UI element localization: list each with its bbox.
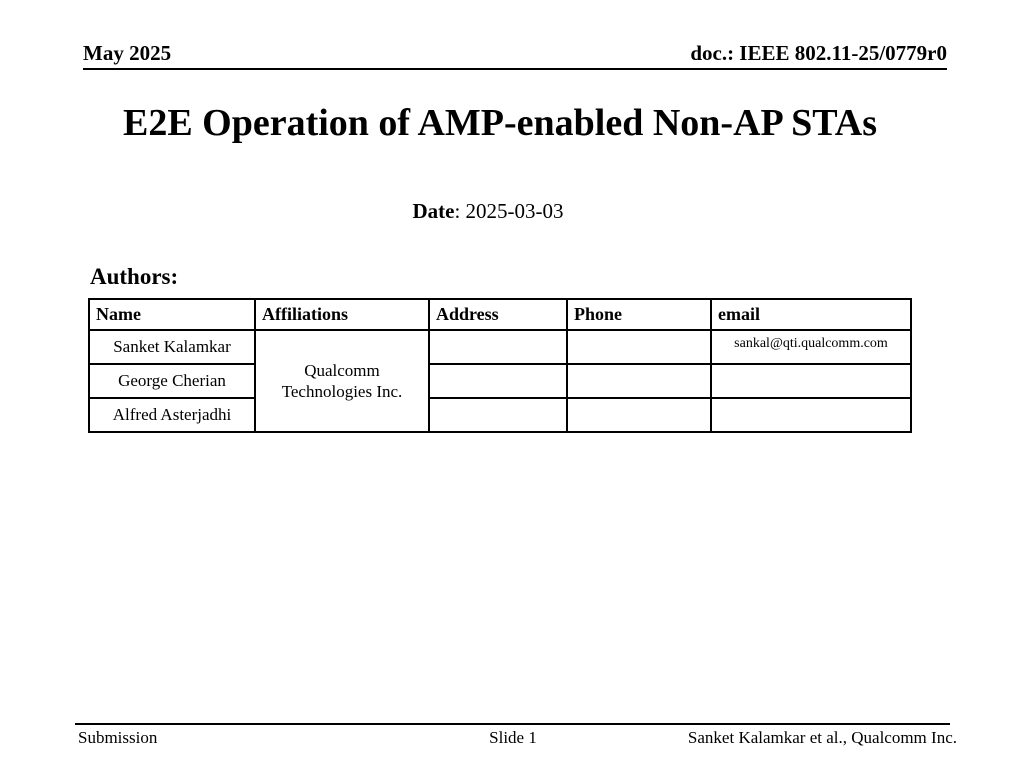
table-row bbox=[89, 398, 911, 432]
author-phone bbox=[567, 398, 711, 432]
slide-title: E2E Operation of AMP-enabled Non-AP STAs bbox=[122, 102, 878, 144]
header-date: May 2025 bbox=[83, 41, 172, 65]
author-phone bbox=[567, 330, 711, 364]
affiliation-text: Qualcomm Technologies Inc. bbox=[281, 360, 403, 401]
column-header-name: Name bbox=[89, 299, 255, 330]
author-email: sankal@qti.qualcomm.com bbox=[711, 330, 911, 364]
footer-slide-number: Slide 1 bbox=[489, 728, 537, 747]
column-header-email: email bbox=[711, 299, 911, 330]
column-header-phone: Phone bbox=[567, 299, 711, 330]
author-phone bbox=[567, 364, 711, 398]
author-affiliation bbox=[255, 330, 429, 432]
footer-author-credit: Sanket Kalamkar et al., Qualcomm Inc. bbox=[687, 728, 957, 747]
author-address bbox=[429, 398, 567, 432]
column-header-affiliations: Affiliations bbox=[255, 299, 429, 330]
footer-divider bbox=[75, 723, 950, 725]
table-row bbox=[89, 330, 911, 364]
authors-heading: Authors: bbox=[90, 264, 179, 289]
date-line bbox=[88, 199, 888, 224]
table-row bbox=[89, 364, 911, 398]
author-name: Alfred Asterjadhi bbox=[89, 398, 255, 432]
author-name: Sanket Kalamkar bbox=[89, 330, 255, 364]
header-doc-number: doc.: IEEE 802.11-25/0779r0 bbox=[690, 41, 947, 65]
footer-submission-label: Submission bbox=[78, 728, 158, 747]
author-email bbox=[711, 398, 911, 432]
authors-table-header-row bbox=[89, 299, 911, 330]
date-value: : 2025-03-03 bbox=[454, 199, 564, 223]
author-address bbox=[429, 330, 567, 364]
author-email bbox=[711, 364, 911, 398]
slide-header bbox=[83, 42, 947, 70]
date-label: Date bbox=[412, 199, 455, 223]
authors-table bbox=[88, 298, 912, 433]
author-address bbox=[429, 364, 567, 398]
column-header-address: Address bbox=[429, 299, 567, 330]
author-name: George Cherian bbox=[89, 364, 255, 398]
